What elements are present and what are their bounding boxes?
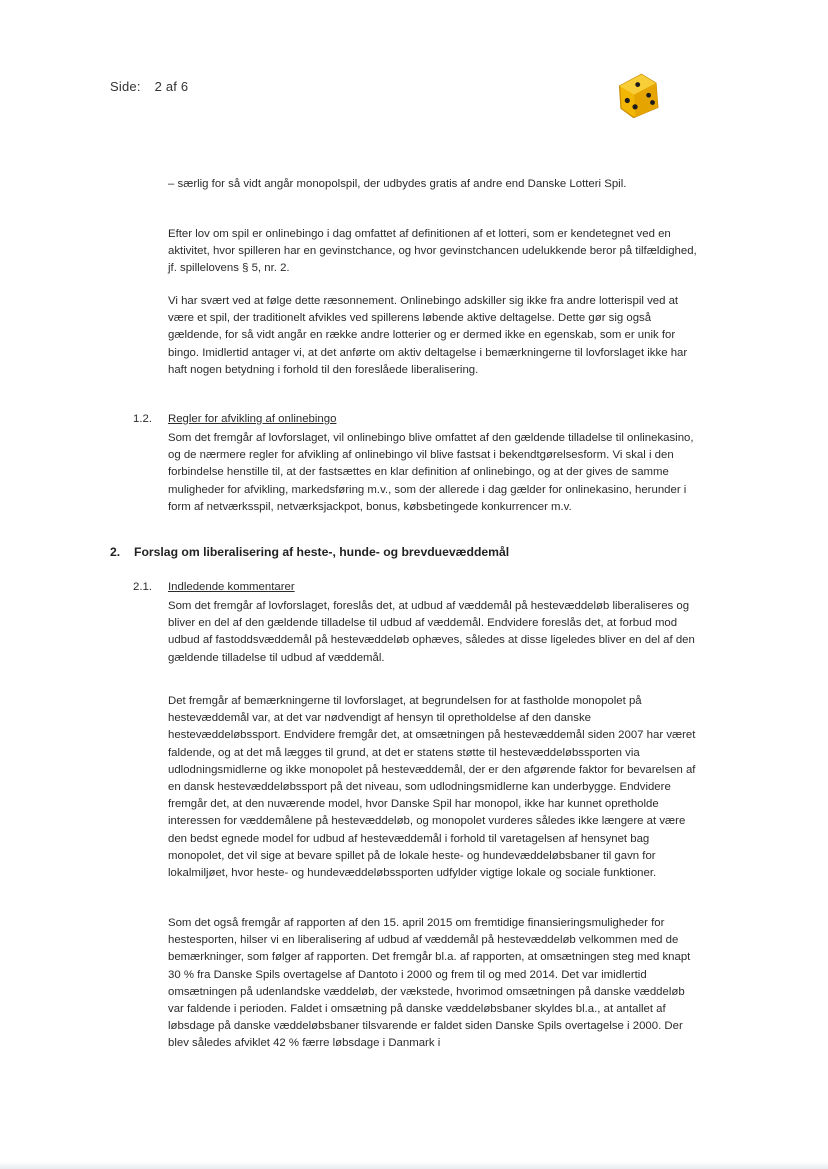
paragraph: [168, 430, 700, 516]
section-number: 2.: [110, 545, 121, 559]
section-number: 2.1.: [133, 581, 152, 593]
paragraph-text: Efter lov om spil er onlinebingo i dag omfattet af definitionen af et lotteri, som er kendetegnet ved en aktivitet, hvor spilleren har en gevinstchance, og hvor gevinstchancen udelukkende beror på tilfældighed, jf. spillelovens § 5, nr. 2.: [168, 228, 697, 275]
section-heading: Indledende kommentarer: [168, 581, 295, 593]
page-bottom-edge: [0, 1161, 828, 1169]
paragraph: [168, 915, 700, 1053]
section-title-text: Forslag om liberalisering af heste-, hunde- og brevduevæddemål: [134, 545, 510, 559]
section-heading: Regler for afvikling af onlinebingo: [168, 413, 337, 425]
paragraph-text: Som det fremgår af lovforslaget, foreslås det, at udbud af væddemål på hestevæddeløb liberaliseres og bliver en del af den gældende tilladelse til udbud af væddemål. Endvidere foreslås det, at forbud mod udbud af fastoddsvæddemål på hestevæddeløb ophæves, således at disse ligeledes bliver en del af den gældende tilladelse til udbud af væddemål.: [168, 600, 695, 664]
paragraph-text: – særlig for så vidt angår monopolspil, der udbydes gratis af andre end Danske Lotteri Spil.: [168, 178, 627, 190]
page-indicator: [110, 79, 188, 94]
page-number: 2 af 6: [154, 79, 189, 94]
paragraph: [168, 293, 700, 379]
paragraph: [168, 226, 700, 278]
section-number: 1.2.: [133, 413, 152, 425]
section-title: [110, 545, 509, 559]
dice-icon: [610, 68, 664, 120]
paragraph: [168, 693, 700, 882]
paragraph: [168, 176, 700, 193]
paragraph-text: Det fremgår af bemærkningerne til lovforslaget, at begrundelsen for at fastholde monopolet på hestevæddemål var, at det var nødvendigt af hensyn til opretholdelse af den danske hestevæddeløbssport. Endvidere fremgår det, at omsætningen på hestevæddemål siden 2007 har været faldende, og at det må lægges til grund, at det er statens støtte til hestevæddeløbssporten via udlodningsmidlerne og ikke monopolet på hestevæddemål, der er den afgørende faktor for bevarelsen af en dansk hestevæddeløbssport på det niveau, som udlodningsmidlerne kan underbygge. Endvidere fremgår det, at den nuværende model, hvor Danske Spil har monopol, ikke har kunnet opretholde interessen for væddemålene på hestevæddeløb, og monopolet vurderes således ikke længere at være den bedst egnede model for udbud af hestevæddemål i forhold til varetagelsen af hensynet bag monopolet, det vil sige at bevare spillet på de lokale heste- og hundevæddeløbsbaner til gavn for lokalmiljøet, hvor heste- og hundevæddeløbssporten udfylder vigtige lokale og sociale funktioner.: [168, 695, 696, 880]
paragraph: [168, 598, 700, 667]
paragraph-text: Som det fremgår af lovforslaget, vil onlinebingo blive omfattet af den gældende tilladelse til onlinekasino, og de nærmere regler for afvikling af onlinebingo vil blive fastsat i bekendtgørelsesform. Vi skal i den forbindelse henstille til, at der fastsættes en klar definition af onlinebingo, og at der gives de samme muligheder for afvikling, markedsføring m.v., som der allerede i dag gælder for onlinekasino, herunder i form af netværksspil, netværksjackpot, bonus, købsbetingede konkurrencer m.v.: [168, 432, 694, 513]
paragraph-text: Som det også fremgår af rapporten af den 15. april 2015 om fremtidige finansieringsmuligheder for hestesporten, hilser vi en liberalisering af udbud af væddemål på hestevæddeløb velkommen med de bemærkninger, som følger af rapporten. Det fremgår bl.a. af rapporten, at omsætningen steg med knapt 30 % fra Danske Spils overtagelse af Dantoto i 2000 og frem til og med 2014. Det var imidlertid omsætningen på udenlandske væddeløb, der vækstede, hvorimod omsætningen på danske væddeløb var faldende i perioden. Faldet i omsætning på danske væddeløbsbaner skyldes bl.a., at antallet af løbsdage på danske væddeløbsbaner tilsvarende er faldet siden Danske Spils overtagelse i 2000. Der blev således afviklet 42 % færre løbsdage i Danmark i: [168, 917, 691, 1050]
paragraph-text: Vi har svært ved at følge dette ræsonnement. Onlinebingo adskiller sig ikke fra andre lotterispil ved at være et spil, der traditionelt afvikles ved spillerens løbende aktive deltagelse. Dette gør sig også gældende, for så vidt angår en række andre lotterier og er dermed ikke en egenskab, som er unik for bingo. Imidlertid antager vi, at det anførte om aktiv deltagelse i bemærkningerne til lovforslaget ikke har haft nogen betydning i forhold til den foreslåede liberalisering.: [168, 295, 688, 376]
page-label: Side:: [110, 79, 141, 94]
